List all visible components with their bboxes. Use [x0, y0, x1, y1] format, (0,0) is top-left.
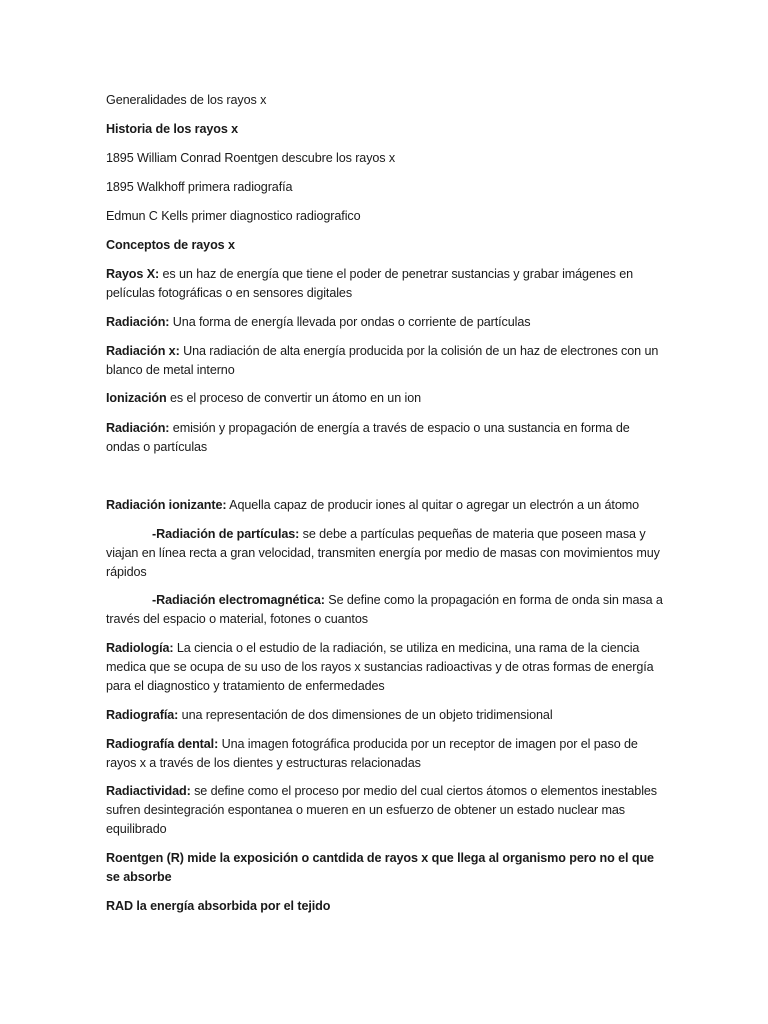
paragraph-text: Generalidades de los rayos x	[106, 93, 267, 107]
heading-conceptos	[106, 236, 666, 255]
paragraph-kells	[106, 207, 666, 226]
definition-radiacion-electromagnetica	[106, 591, 666, 629]
definition-text: Una imagen fotográfica producida por un receptor de imagen por el paso de rayos x a través de los dientes y estructuras relacionadas	[106, 737, 638, 770]
definition-roentgen	[106, 849, 666, 887]
definition-text: es el proceso de convertir un átomo en un ion	[166, 391, 422, 405]
paragraph-bold: Historia de los rayos x	[106, 122, 239, 136]
definition-radiacion-x	[106, 342, 666, 380]
definition-radiografia	[106, 706, 666, 725]
definition-term: Radiación x:	[106, 344, 180, 358]
paragraph-1895-roentgen	[106, 149, 666, 168]
definition-radiacion-ionizante	[106, 496, 666, 515]
definition-term: -Radiación de partículas:	[152, 527, 300, 541]
definition-term: Ionización	[106, 391, 167, 405]
definition-term: Radiactividad:	[106, 784, 191, 798]
definition-term: Rayos X:	[106, 267, 160, 281]
definition-term: -Radiación electromagnética:	[152, 593, 325, 607]
paragraph-text: 1895 William Conrad Roentgen descubre los rayos x	[106, 151, 396, 165]
definition-radiacion-2	[106, 419, 666, 457]
definition-radiactividad	[106, 782, 666, 839]
definition-text: se debe a partículas pequeñas de materia que poseen masa y viajan en línea recta a gran velocidad, transmiten energía por medio de masas con movimientos muy rápidos	[106, 527, 660, 579]
definition-term: Radiación:	[106, 315, 170, 329]
definition-term: Roentgen (R) mide la exposición o cantdida de rayos x que llega al organismo pero no el que se absorbe	[106, 851, 654, 884]
paragraph-1895-walkhoff	[106, 178, 666, 197]
definition-text: Una radiación de alta energía producida por la colisión de un haz de electrones con un blanco de metal interno	[106, 344, 659, 377]
definition-term: Radiografía:	[106, 708, 179, 722]
definition-text: emisión y propagación de energía a través de espacio o una sustancia en forma de ondas o partículas	[106, 421, 630, 454]
paragraph-text: Edmun C Kells primer diagnostico radiografico	[106, 209, 361, 223]
definition-text: una representación de dos dimensiones de un objeto tridimensional	[178, 708, 553, 722]
definition-term: Radiografía dental:	[106, 737, 219, 751]
definition-text: Aquella capaz de producir iones al quitar o agregar un electrón a un átomo	[226, 498, 640, 512]
paragraph-generalidades	[106, 91, 666, 110]
definition-radiacion	[106, 313, 666, 332]
definition-text: La ciencia o el estudio de la radiación, se utiliza en medicina, una rama de la ciencia medica que se ocupa de su uso de los rayos x sustancias radioactivas y de otras formas de energía para el diagnostico y tratamiento de enfermedades	[106, 641, 654, 693]
definition-term: Radiación ionizante:	[106, 498, 227, 512]
definition-radiologia	[106, 639, 666, 696]
definition-term: Radiología:	[106, 641, 174, 655]
definition-text: Una forma de energía llevada por ondas o corriente de partículas	[169, 315, 531, 329]
definition-text: se define como el proceso por medio del cual ciertos átomos o elementos inestables sufren desintegración espontanea o mueren en un esfuerzo de obtener un estado nuclear mas equilibrado	[106, 784, 658, 836]
definition-text: es un haz de energía que tiene el poder de penetrar sustancias y grabar imágenes en películas fotográficas o en sensores digitales	[106, 267, 634, 300]
paragraph-bold: Conceptos de rayos x	[106, 238, 235, 252]
paragraph-text: 1895 Walkhoff primera radiografía	[106, 180, 293, 194]
definition-term: RAD la energía absorbida por el tejido	[106, 899, 331, 913]
definition-text: Se define como la propagación en forma de onda sin masa a través del espacio o material, fotones o cuantos	[106, 593, 663, 626]
definition-ionizacion	[106, 389, 666, 408]
definition-radiografia-dental	[106, 735, 666, 773]
definition-radiacion-particulas	[106, 525, 666, 582]
definition-rad	[106, 897, 666, 916]
definition-rayos-x	[106, 265, 666, 303]
definition-term: Radiación:	[106, 421, 170, 435]
heading-historia	[106, 120, 666, 139]
